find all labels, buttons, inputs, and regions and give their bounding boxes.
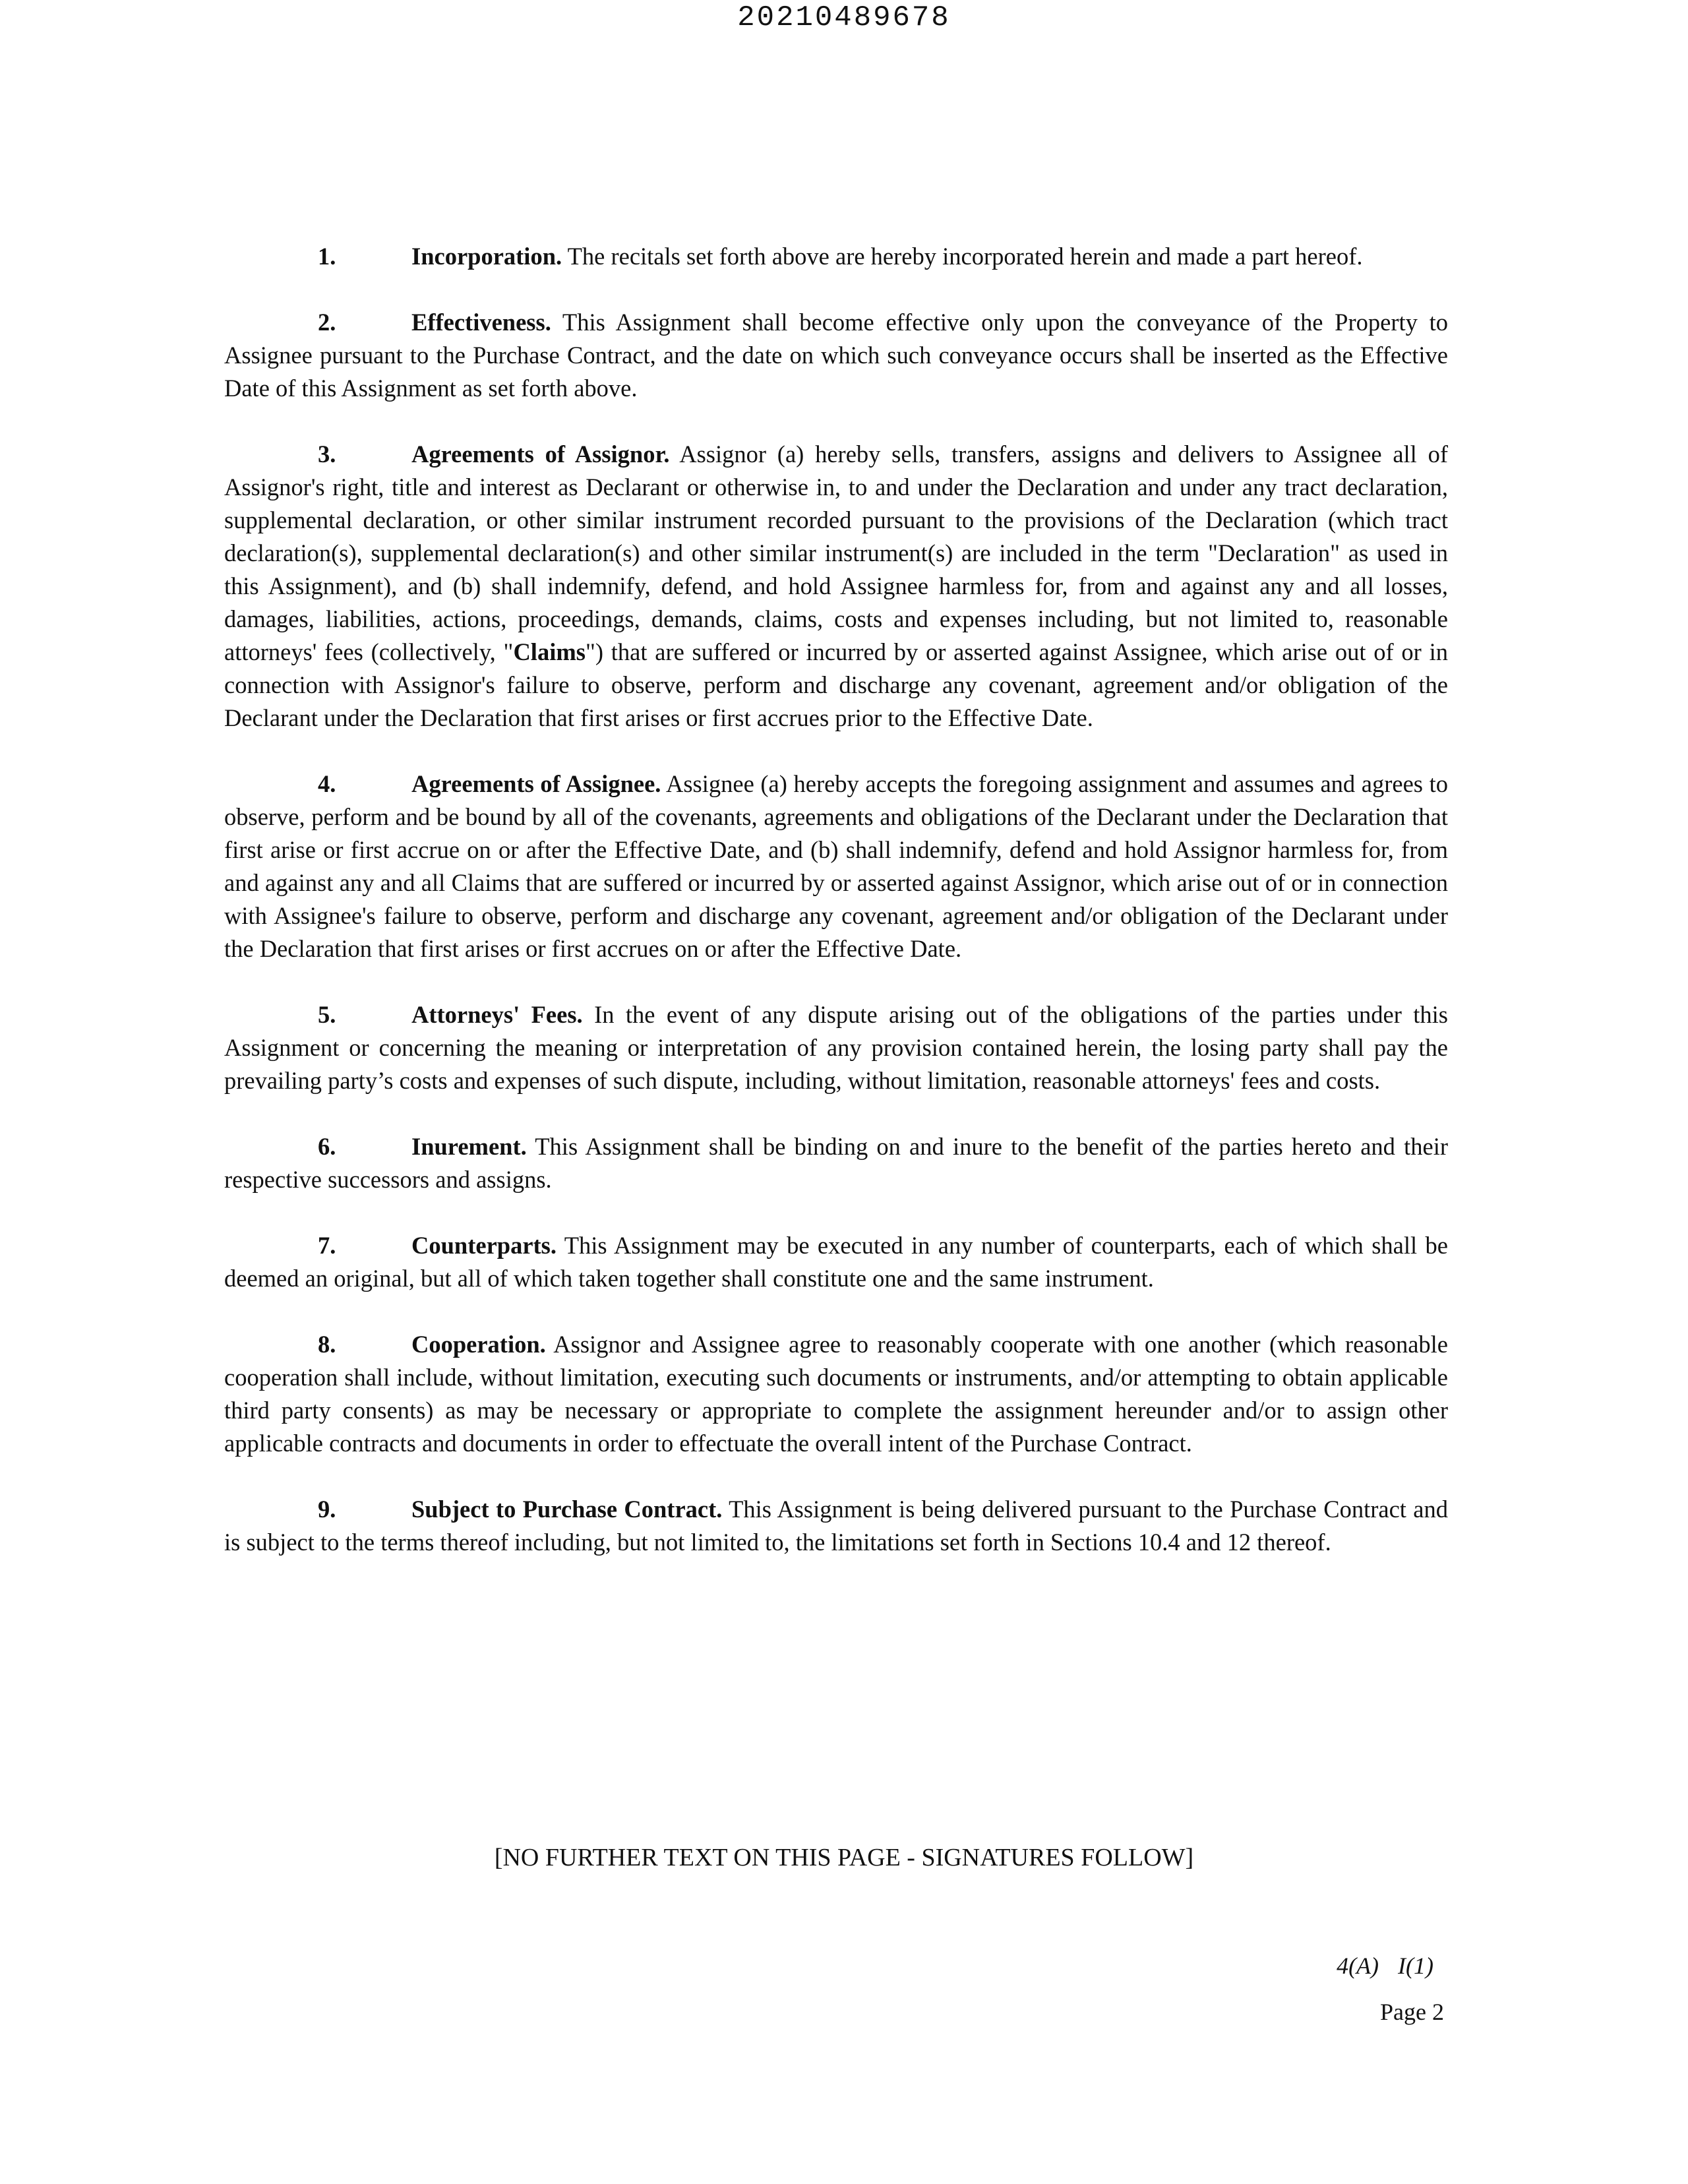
section-9-subject-to-purchase-contract — [224, 1493, 1448, 1559]
section-heading: Attorneys' Fees. — [411, 1001, 583, 1028]
section-number: 5. — [318, 1001, 336, 1028]
page-number: Page 2 — [1380, 1999, 1444, 2025]
section-number: 6. — [318, 1133, 336, 1160]
section-number: 9. — [318, 1496, 336, 1523]
section-4-agreements-of-assignee — [224, 768, 1448, 965]
section-5-attorneys-fees — [224, 998, 1448, 1097]
section-number: 2. — [318, 309, 336, 336]
section-text: Assignor (a) hereby sells, transfers, assigns and delivers to Assignee all of Assignor's right, title and interest as Declarant or otherwise in, to and under the Declaration and under any tract declaration, supplemental declaration, or other similar instrument recorded pursuant to the provisions of the Declaration (which tract declaration(s), supplemental declaration(s) and other similar instrument(s) are included in the term "Declaration" as used in this Assignment), and (b) shall indemnify, defend, and hold Assignee harmless for, from and against any and all losses, damages, liabilities, actions, proceedings, demands, claims, costs and expenses including, but not limited to, reasonable attorneys' fees (collectively, " — [224, 440, 1448, 665]
section-text: This Assignment shall be binding on and inure to the benefit of the parties hereto and their respective successors and assigns. — [224, 1133, 1448, 1193]
section-text: Assignee (a) hereby accepts the foregoing assignment and assumes and agrees to observe, perform and be bound by all of the covenants, agreements and obligations of the Declarant under the Declaration that first arise or first accrue on or after the Effective Date, and (b) shall indemnify, defend and hold Assignor harmless for, from and against any and all Claims that are suffered or incurred by or asserted against Assignor, which arise out of or in connection with Assignee's failure to observe, perform and discharge any covenant, agreement and/or obligation of the Declarant under the Declaration that first arises or first accrues on or after the Effective Date. — [224, 770, 1448, 962]
defined-term-claims: Claims — [513, 638, 586, 665]
section-8-cooperation — [224, 1328, 1448, 1460]
section-heading: Counterparts. — [411, 1232, 557, 1259]
section-heading: Inurement. — [411, 1133, 527, 1160]
handwritten-initials: 4(A) I(1) — [1337, 1953, 1433, 1979]
section-number: 7. — [318, 1232, 336, 1259]
section-text: In the event of any dispute arising out of the obligations of the parties under this Assignment or concerning the meaning or interpretation of any provision contained herein, the losing party shall pay the prevailing party’s costs and expenses of such dispute, including, without limitation, reasonable attorneys' fees and costs. — [224, 1001, 1449, 1094]
section-2-effectiveness — [224, 306, 1448, 405]
section-heading: Incorporation. — [411, 243, 562, 270]
document-body — [224, 240, 1448, 1592]
section-text: This Assignment is being delivered pursuant to the Purchase Contract and is subject to the terms thereof including, but not limited to, the limitations set forth in Sections 10.4 and 12 thereof. — [224, 1496, 1448, 1556]
section-1-incorporation — [224, 240, 1448, 273]
section-number: 8. — [318, 1331, 336, 1358]
section-heading: Agreements of Assignee. — [411, 770, 661, 797]
signatures-follow-note: [NO FURTHER TEXT ON THIS PAGE - SIGNATURES FOLLOW] — [494, 1844, 1194, 1871]
section-3-agreements-of-assignor — [224, 438, 1448, 735]
section-heading: Subject to Purchase Contract. — [411, 1496, 723, 1523]
section-heading: Effectiveness. — [411, 309, 551, 336]
section-heading: Agreements of Assignor. — [411, 440, 670, 468]
section-6-inurement — [224, 1130, 1448, 1196]
section-number: 3. — [318, 440, 336, 468]
section-heading: Cooperation. — [411, 1331, 546, 1358]
section-text: This Assignment shall become effective only upon the conveyance of the Property to Assignee pursuant to the Purchase Contract, and the date on which such conveyance occurs shall be inserted as the Effective Date of this Assignment as set forth above. — [224, 309, 1448, 402]
document-number: 20210489678 — [737, 1, 951, 34]
section-text-continued: ") that are suffered or incurred by or asserted against Assignee, which arise out of or in connection with Assignor's failure to observe, perform and discharge any covenant, agreement and/or obligation of the Declarant under the Declaration that first arises or first accrues prior to the Effective Date. — [224, 638, 1448, 731]
section-number: 4. — [318, 770, 336, 797]
section-text: Assignor and Assignee agree to reasonably cooperate with one another (which reasonable cooperation shall include, without limitation, executing such documents or instruments, and/or attempting to obtain applicable third party consents) as may be necessary or appropriate to complete the assignment hereunder and/or to assign other applicable contracts and documents in order to effectuate the overall intent of the Purchase Contract. — [224, 1331, 1448, 1457]
section-text: This Assignment may be executed in any number of counterparts, each of which shall be deemed an original, but all of which taken together shall constitute one and the same instrument. — [224, 1232, 1448, 1292]
section-number: 1. — [318, 243, 336, 270]
section-text: The recitals set forth above are hereby incorporated herein and made a part hereof. — [567, 243, 1363, 270]
section-7-counterparts — [224, 1229, 1448, 1295]
